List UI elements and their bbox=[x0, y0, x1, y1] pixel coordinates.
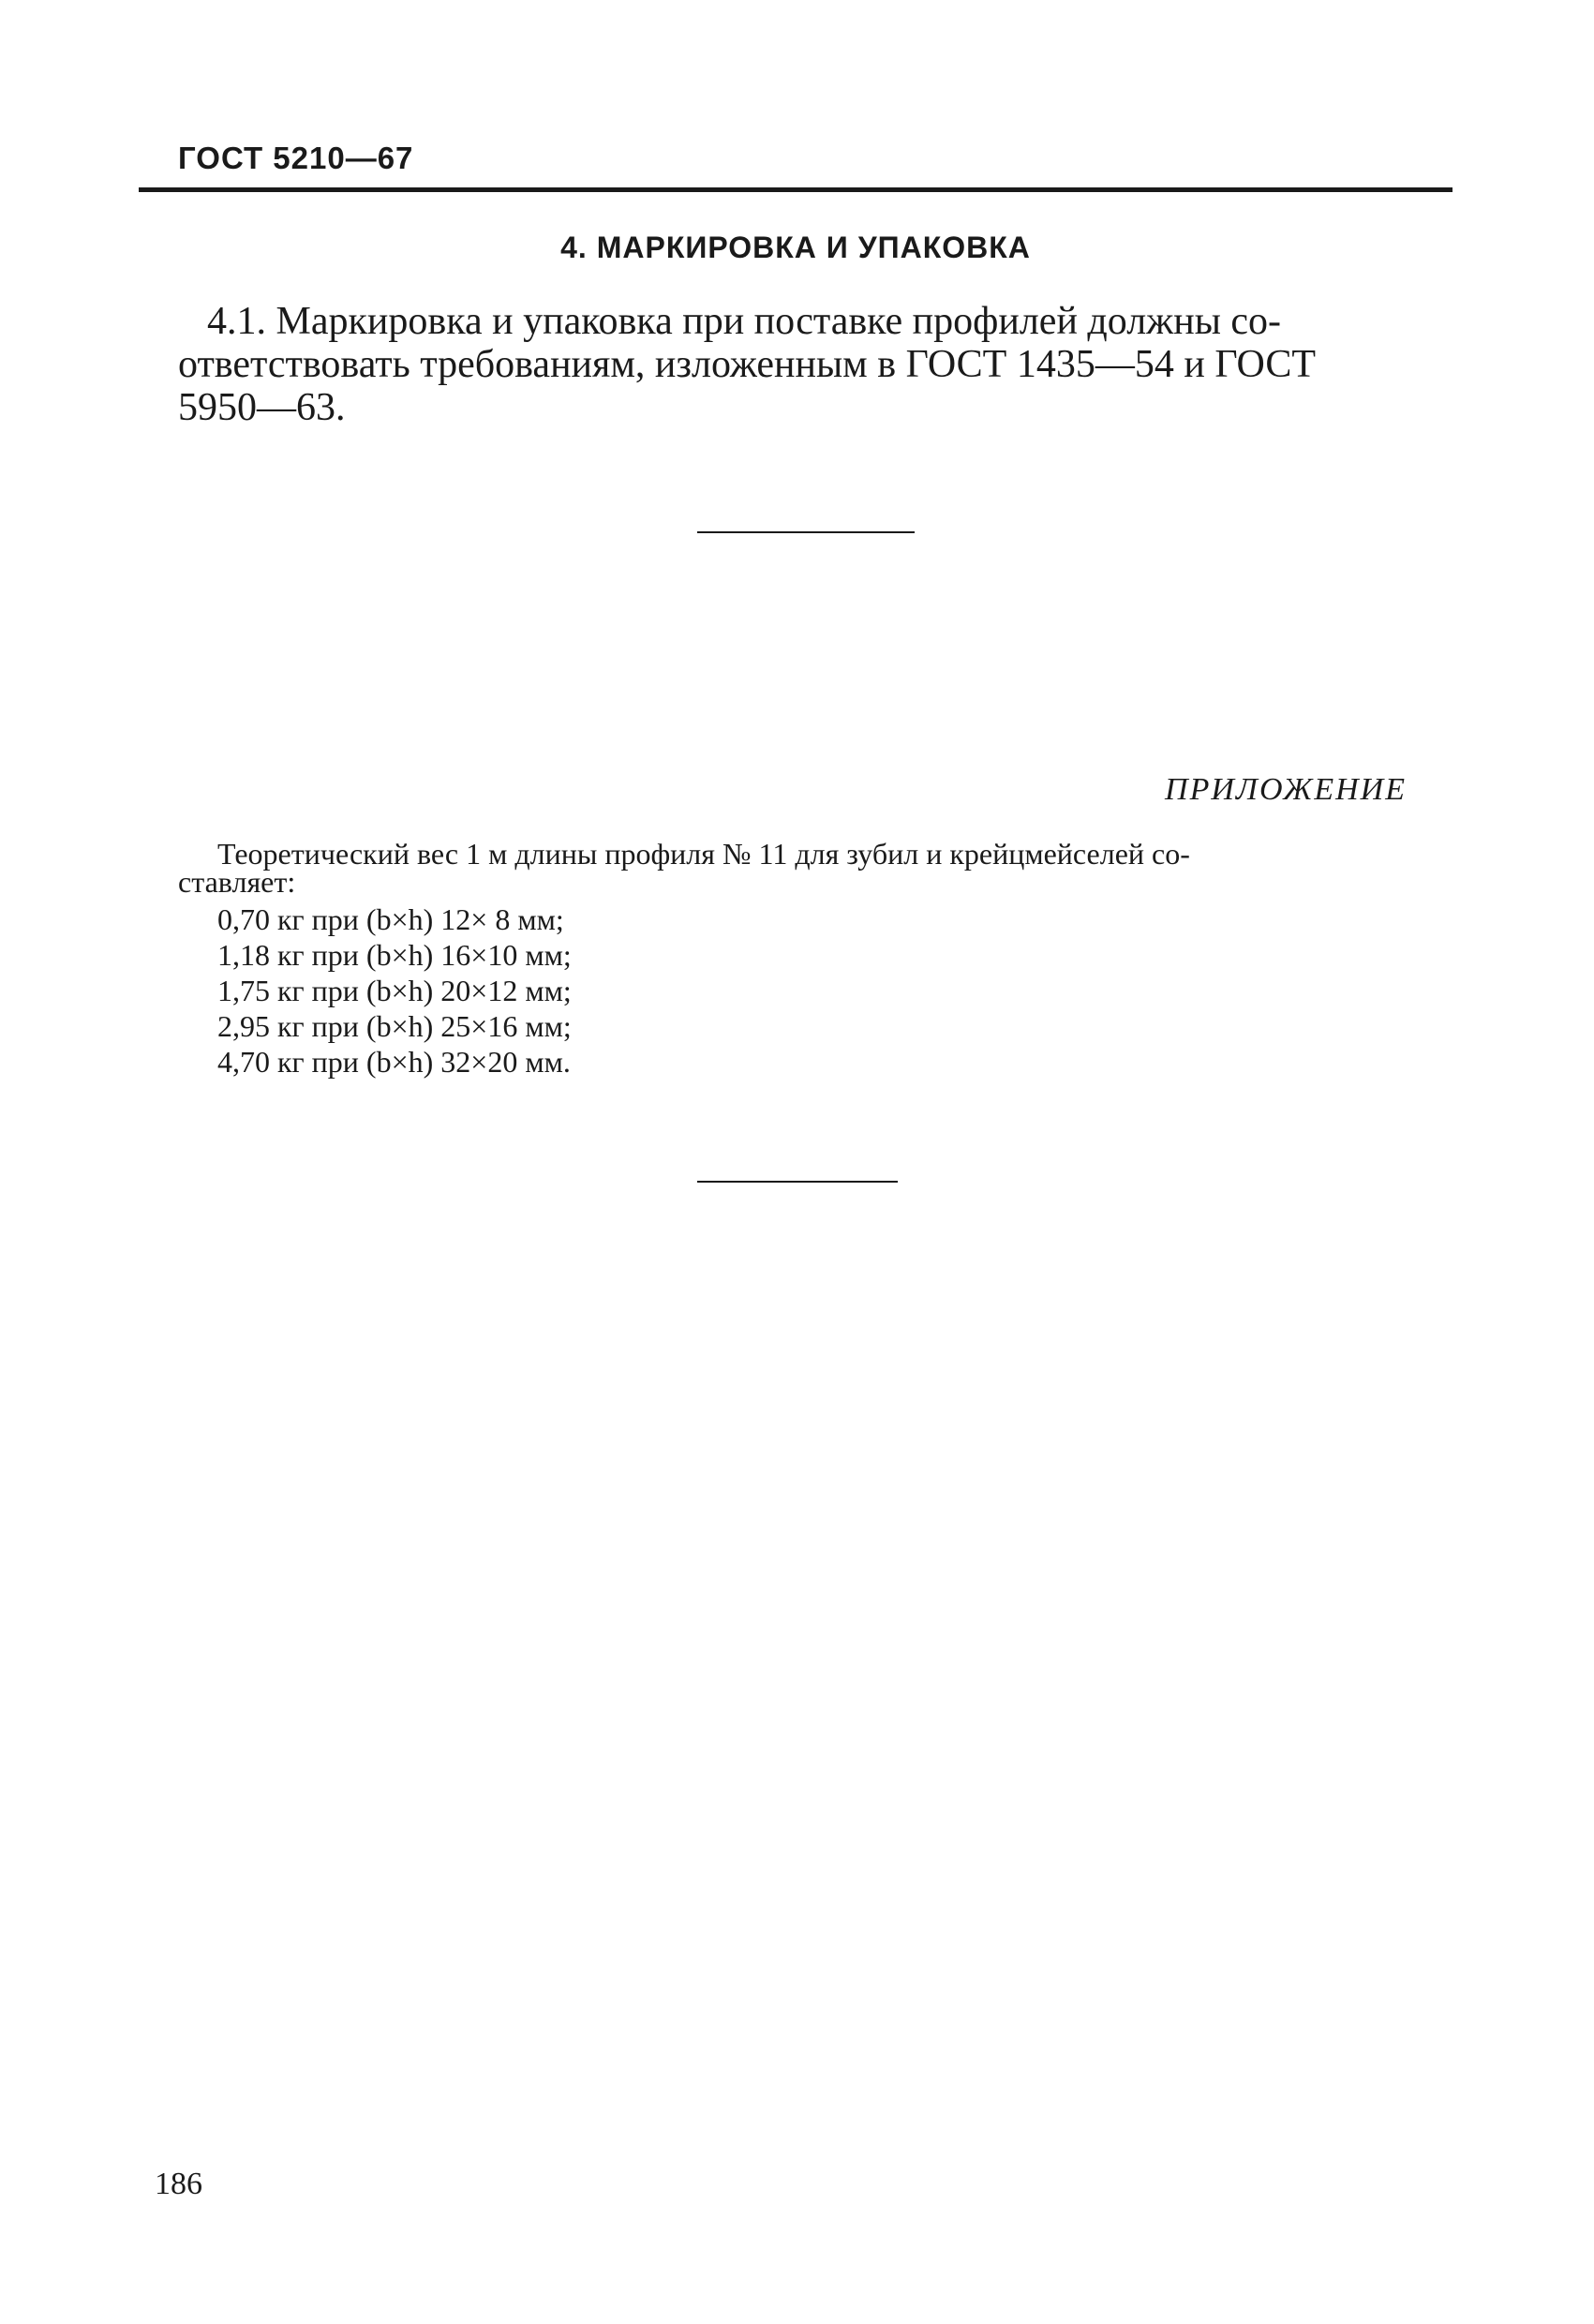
weight-list bbox=[217, 901, 572, 1080]
weight-item: 4,70 кг при (b×h) 32×20 мм. bbox=[217, 1045, 571, 1079]
page-number: 186 bbox=[155, 2167, 202, 2201]
appendix-label: ПРИЛОЖЕНИЕ bbox=[1165, 772, 1407, 807]
weight-intro bbox=[178, 837, 1451, 899]
section-title: 4. МАРКИРОВКА И УПАКОВКА bbox=[560, 231, 1031, 264]
standard-code: ГОСТ 5210—67 bbox=[178, 141, 414, 175]
clause-line: ответствовать требованиям, изложенным в ГОСТ 1435—54 и ГОСТ bbox=[178, 343, 1317, 386]
weight-item: 1,18 кг при (b×h) 16×10 мм; bbox=[217, 938, 572, 972]
weight-item: 0,70 кг при (b×h) 12× 8 мм; bbox=[217, 902, 564, 936]
weight-item: 2,95 кг при (b×h) 25×16 мм; bbox=[217, 1009, 572, 1043]
intro-line: Теоретический вес 1 м длины профиля № 11 для зубил и крейцмейселей со- bbox=[217, 837, 1190, 871]
weight-item: 1,75 кг при (b×h) 20×12 мм; bbox=[217, 974, 572, 1007]
separator-rule bbox=[697, 531, 915, 533]
intro-line: ставляет: bbox=[178, 865, 296, 899]
separator-rule bbox=[697, 1181, 898, 1183]
header-rule bbox=[139, 187, 1452, 192]
clause-line: 5950—63. bbox=[178, 386, 346, 429]
clause-line: 4.1. Маркировка и упаковка при поставке профилей должны со- bbox=[207, 300, 1282, 343]
clause-4-1 bbox=[178, 300, 1451, 429]
